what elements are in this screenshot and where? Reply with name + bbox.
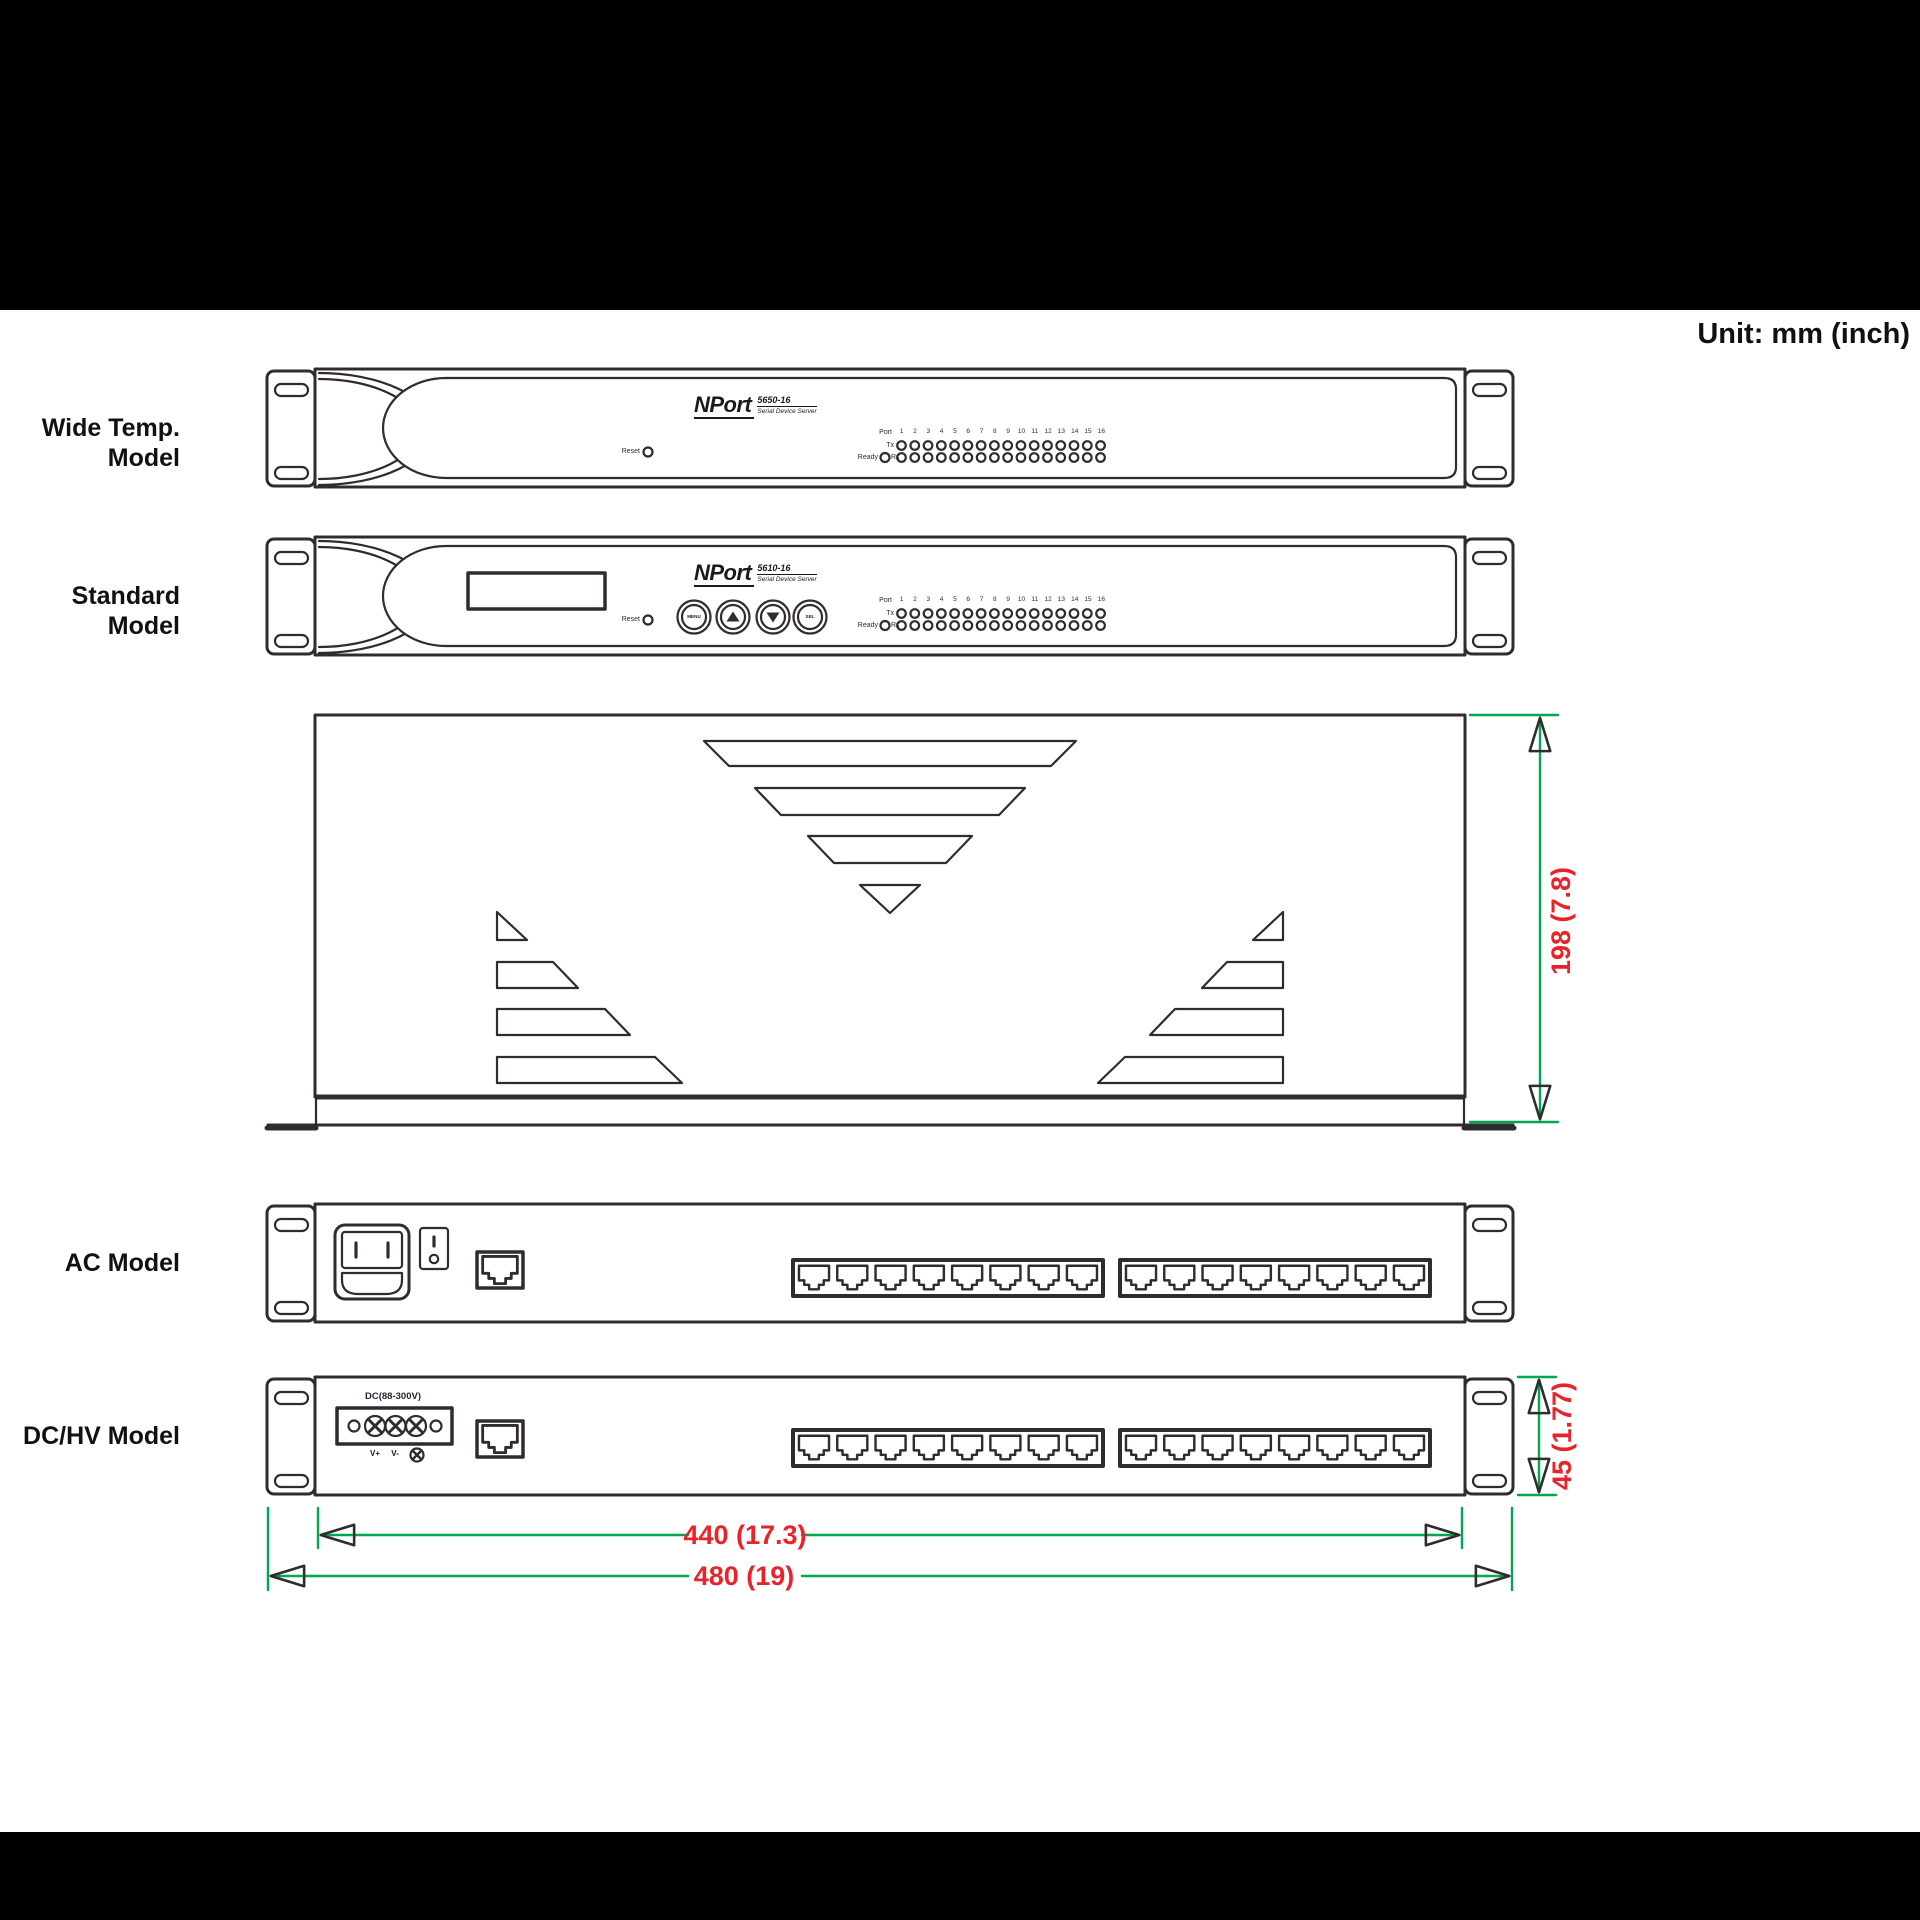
ready-led-icon xyxy=(881,453,890,462)
led-icon xyxy=(990,453,999,462)
rx-label: Rx xyxy=(891,622,900,629)
dc-power-label: DC(88-300V) xyxy=(365,1391,421,1402)
brand-subtitle: Serial Device Server xyxy=(757,408,817,415)
label-wide-temp-model: Wide Temp. Model xyxy=(41,414,180,472)
led-icon xyxy=(910,453,919,462)
power-switch-icon xyxy=(420,1228,448,1269)
brand-text: NPort xyxy=(694,562,754,587)
port-number: 8 xyxy=(993,596,997,603)
led-icon xyxy=(1017,453,1026,462)
label-dc-model: DC/HV Model xyxy=(23,1422,180,1450)
led-icon xyxy=(1003,609,1012,618)
mount-hole-icon xyxy=(275,1475,308,1487)
port-number-row xyxy=(895,595,1108,605)
led-icon xyxy=(964,441,973,450)
mount-hole-icon xyxy=(1473,1219,1506,1231)
port-number: 7 xyxy=(979,428,984,435)
led-icon xyxy=(924,441,933,450)
led-icon xyxy=(1030,453,1039,462)
port-label: Port xyxy=(879,597,892,604)
led-icon xyxy=(937,453,946,462)
dimension-depth-text: 198 (7.8) xyxy=(1546,866,1576,976)
port-number: 15 xyxy=(1084,596,1092,603)
down-button xyxy=(757,601,790,634)
v-minus-label: V- xyxy=(391,1449,399,1458)
led-icon xyxy=(1003,453,1012,462)
led-icon xyxy=(1070,621,1079,630)
ethernet-port-icon xyxy=(477,1252,523,1288)
led-icon xyxy=(937,441,946,450)
menu-button-label: MENU xyxy=(687,614,701,619)
led-icon xyxy=(1017,609,1026,618)
sel-button-label: SEL xyxy=(805,614,815,619)
brand-subtitle: Serial Device Server xyxy=(757,576,817,583)
led-icon xyxy=(924,453,933,462)
mount-hole-icon xyxy=(1473,635,1506,647)
mount-hole-icon xyxy=(1473,1475,1506,1487)
port-number: 1 xyxy=(899,428,904,435)
dc-terminal-block-icon xyxy=(337,1408,452,1444)
led-icon xyxy=(950,441,959,450)
port-number: 14 xyxy=(1071,596,1079,603)
port-number: 12 xyxy=(1044,596,1052,603)
label-standard-model: Standard Model xyxy=(71,582,180,640)
led-icon xyxy=(990,441,999,450)
led-icon xyxy=(964,621,973,630)
led-icon xyxy=(924,621,933,630)
label-ac-model: AC Model xyxy=(64,1249,180,1277)
port-number: 3 xyxy=(926,596,931,603)
mount-hole-icon xyxy=(1473,552,1506,564)
led-icon xyxy=(1030,441,1039,450)
led-icon xyxy=(1070,609,1079,618)
port-number: 4 xyxy=(939,596,944,603)
led-icon xyxy=(990,609,999,618)
led-icon xyxy=(910,621,919,630)
led-icon xyxy=(1030,609,1039,618)
port-number: 13 xyxy=(1057,428,1066,435)
ethernet-port-icon xyxy=(477,1421,523,1457)
led-icon xyxy=(1030,621,1039,630)
led-icon xyxy=(1043,441,1052,450)
mount-hole-icon xyxy=(1473,384,1506,396)
port-number: 10 xyxy=(1017,428,1026,435)
led-icon xyxy=(1017,441,1026,450)
led-icon xyxy=(977,453,986,462)
port-number: 3 xyxy=(926,428,931,435)
led-icon xyxy=(977,621,986,630)
dimension-depth-198 xyxy=(1470,715,1558,1122)
port-number: 11 xyxy=(1031,596,1039,603)
port-number: 4 xyxy=(939,428,944,435)
mount-hole-icon xyxy=(1473,1302,1506,1314)
led-icon xyxy=(964,609,973,618)
port-number: 5 xyxy=(953,428,957,435)
led-icon xyxy=(1056,453,1065,462)
tx-label: Tx xyxy=(886,610,894,617)
port-number: 12 xyxy=(1044,428,1052,435)
led-icon xyxy=(910,441,919,450)
port-number: 10 xyxy=(1017,596,1026,603)
port-number: 9 xyxy=(1006,428,1010,435)
led-icon xyxy=(1096,441,1105,450)
reset-label: Reset xyxy=(621,448,640,455)
brand-text: NPort xyxy=(694,394,754,419)
led-icon xyxy=(950,609,959,618)
port-number: 6 xyxy=(966,428,971,435)
led-icon xyxy=(1056,621,1065,630)
mount-hole-icon xyxy=(275,635,308,647)
dimension-body-width-text: 440 (17.3) xyxy=(683,1520,807,1550)
dimension-height-text: 45 (1.77) xyxy=(1547,1381,1577,1491)
led-icon xyxy=(1083,441,1092,450)
port-number: 1 xyxy=(899,596,904,603)
led-icon xyxy=(1070,441,1079,450)
led-icon xyxy=(910,609,919,618)
ready-label: Ready xyxy=(857,622,878,629)
led-icon xyxy=(950,621,959,630)
ready-led-icon xyxy=(881,621,890,630)
reset-button-icon xyxy=(644,616,653,625)
led-icon xyxy=(1017,621,1026,630)
port-number: 7 xyxy=(979,596,984,603)
port-number: 2 xyxy=(913,428,917,435)
reset-label: Reset xyxy=(621,616,640,623)
dimension-total-width-text: 480 (19) xyxy=(693,1561,795,1591)
led-icon xyxy=(1056,609,1065,618)
led-icon xyxy=(1096,453,1105,462)
port-number-row xyxy=(895,427,1108,437)
led-icon xyxy=(1043,453,1052,462)
led-icon xyxy=(897,441,906,450)
unit-note: Unit: mm (inch) xyxy=(1697,318,1910,350)
led-icon xyxy=(1056,441,1065,450)
port-number: 8 xyxy=(993,428,997,435)
mount-hole-icon xyxy=(275,1219,308,1231)
nport-logo xyxy=(694,562,817,587)
ac-power-inlet-icon xyxy=(335,1225,409,1299)
led-icon xyxy=(924,609,933,618)
led-icon xyxy=(964,453,973,462)
v-plus-label: V+ xyxy=(369,1449,380,1458)
led-icon xyxy=(950,453,959,462)
up-button xyxy=(717,601,750,634)
led-icon xyxy=(1003,621,1012,630)
port-number: 9 xyxy=(1006,596,1010,603)
nport-logo xyxy=(694,394,817,419)
led-icon xyxy=(937,609,946,618)
port-number: 6 xyxy=(966,596,971,603)
led-icon xyxy=(1096,609,1105,618)
model-number: 5650-16 xyxy=(757,395,816,407)
led-icon xyxy=(977,609,986,618)
led-icon xyxy=(1043,621,1052,630)
port-number: 5 xyxy=(953,596,957,603)
mount-hole-icon xyxy=(275,552,308,564)
port-number: 11 xyxy=(1031,428,1039,435)
led-icon xyxy=(1043,609,1052,618)
top-view xyxy=(267,715,1514,1128)
ac-rear-view xyxy=(267,1204,1513,1322)
lcd-display xyxy=(468,573,605,609)
led-icon xyxy=(1083,621,1092,630)
led-icon xyxy=(990,621,999,630)
mount-hole-icon xyxy=(275,467,308,479)
led-icon xyxy=(1083,453,1092,462)
port-number: 16 xyxy=(1097,428,1105,435)
led-icon xyxy=(1083,609,1092,618)
port-number: 14 xyxy=(1071,428,1079,435)
model-number: 5610-16 xyxy=(757,563,816,575)
led-icon xyxy=(1003,441,1012,450)
mount-hole-icon xyxy=(1473,1392,1506,1404)
reset-button-icon xyxy=(644,448,653,457)
mount-hole-icon xyxy=(275,1392,308,1404)
dimension-width-440 xyxy=(318,1508,1462,1548)
led-icon xyxy=(1070,453,1079,462)
port-number: 16 xyxy=(1097,596,1105,603)
led-icon xyxy=(937,621,946,630)
ready-label: Ready xyxy=(857,454,878,461)
dc-rear-view xyxy=(267,1377,1513,1495)
mount-hole-icon xyxy=(1473,467,1506,479)
led-icon xyxy=(897,609,906,618)
mount-hole-icon xyxy=(275,1302,308,1314)
dimension-width-480 xyxy=(268,1508,1512,1590)
rx-label: Rx xyxy=(891,454,900,461)
led-icon xyxy=(1096,621,1105,630)
port-number: 2 xyxy=(913,596,917,603)
port-number: 13 xyxy=(1057,596,1066,603)
tx-label: Tx xyxy=(886,442,894,449)
port-label: Port xyxy=(879,429,892,436)
led-icon xyxy=(977,441,986,450)
port-number: 15 xyxy=(1084,428,1092,435)
mount-hole-icon xyxy=(275,384,308,396)
